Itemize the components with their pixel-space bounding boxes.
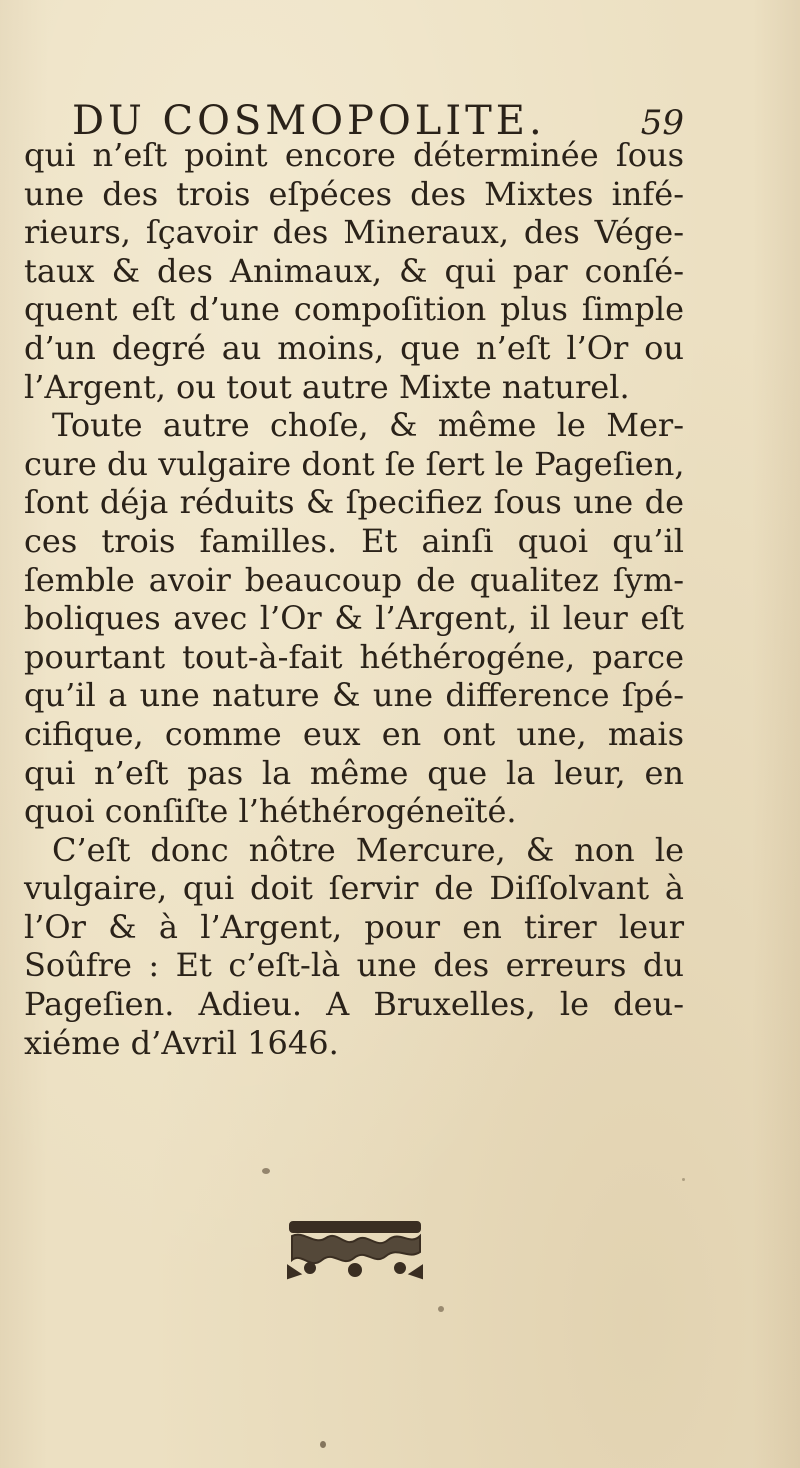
text-line: l’Or & à l’Argent, pour en tirer leur	[24, 907, 684, 946]
text-line: boliques avec l’Or & l’Argent, il leur eſt	[24, 599, 684, 638]
text-line: ſont déja réduits & ſpecifiez ſous une de	[24, 483, 684, 522]
body-text	[24, 136, 684, 1062]
fleuron-ornament-icon	[280, 1208, 430, 1280]
text-line: pourtant tout-à-fait héthérogéne, parce	[24, 637, 684, 676]
text-line: qui n’eſt point encore déterminée ſous	[24, 136, 684, 174]
text-line: quent eſt d’une compoſition plus ſimple	[24, 290, 684, 329]
text-line: Soûfre : Et c’eſt-là une des erreurs du	[24, 946, 684, 985]
text-line: Pageſien. Adieu. A Bruxelles, le deu-	[24, 985, 684, 1024]
text-line: cifique, comme eux en ont une, mais	[24, 714, 684, 753]
page-number: 59	[640, 103, 684, 143]
text-line: taux & des Animaux, & qui par conſé-	[24, 251, 684, 290]
ink-speck	[262, 1168, 270, 1174]
ink-speck	[320, 1441, 326, 1448]
text-line: Toute autre choſe, & même le Mer-	[52, 406, 684, 445]
text-line: xiéme d’Avril 1646.	[24, 1023, 339, 1062]
running-title: DU COSMOPOLITE.	[72, 98, 546, 144]
text-line: qu’il a une nature & une difference ſpé-	[24, 676, 684, 715]
text-line: C’eſt donc nôtre Mercure, & non le	[52, 830, 684, 869]
text-line: ces trois familles. Et ainſi quoi qu’il	[24, 521, 684, 560]
text-line: ſemble avoir beaucoup de qualitez ſym-	[24, 560, 684, 599]
text-line: rieurs, ſçavoir des Mineraux, des Vége-	[24, 213, 684, 252]
text-line: vulgaire, qui doit ſervir de Diſſolvant à	[24, 869, 684, 908]
text-line: l’Argent, ou tout autre Mixte naturel.	[24, 367, 630, 406]
ink-speck	[438, 1306, 444, 1312]
ink-speck	[682, 1178, 685, 1181]
text-line: quoi conſiſte l’héthérogéneïté.	[24, 792, 517, 831]
text-line: d’un degré au moins, que n’eſt l’Or ou	[24, 328, 684, 367]
text-line: une des trois eſpéces des Mixtes infé-	[24, 174, 684, 213]
text-line: cure du vulgaire dont ſe ſert le Pageſien,	[24, 444, 685, 483]
text-line: qui n’eſt pas la même que la leur, en	[24, 753, 684, 792]
